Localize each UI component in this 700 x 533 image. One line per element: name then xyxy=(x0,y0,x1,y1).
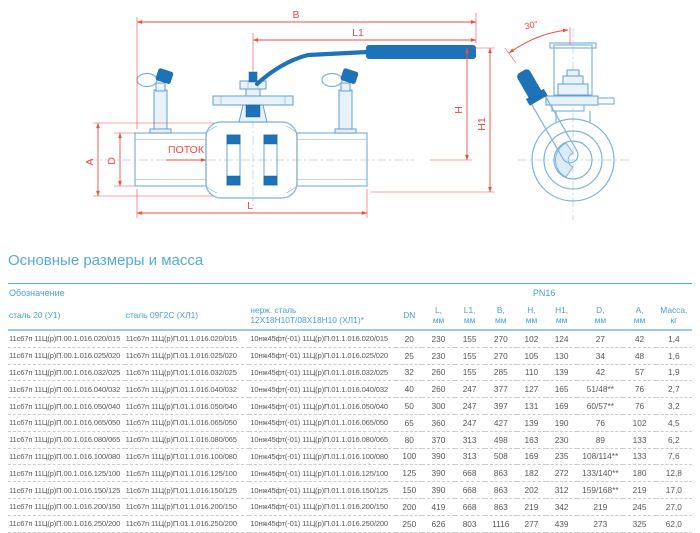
value-cell: 397 xyxy=(493,401,508,412)
value-cell: 124 xyxy=(554,333,569,344)
valve-end-view xyxy=(513,28,630,220)
designation-cell: 11с67п 11Ц(р)П.00.1.016.065/050 xyxy=(9,418,121,428)
value-cell: 130 xyxy=(554,350,569,361)
designation-cell: 11с67п 11Ц(р)П.01.1.016.250/200 xyxy=(125,519,237,529)
value-cell: 17,0 xyxy=(665,485,682,496)
valve-drawing-svg xyxy=(0,0,700,250)
dimensions-table-body xyxy=(8,330,692,532)
vent-valve-right xyxy=(322,68,358,133)
value-cell: 76 xyxy=(634,384,645,395)
table-row xyxy=(8,347,692,364)
designation-cell: 11с67п 11Ц(р)П.00.1.016.200/150 xyxy=(9,502,121,512)
value-cell: 50 xyxy=(404,401,414,412)
value-cell: 139 xyxy=(524,417,539,428)
designation-cell: 10нж45фт(-01) 11Ц(р)П.01.1.016.250/200 xyxy=(250,519,388,529)
value-cell: 863 xyxy=(493,501,508,512)
column-header-stainless xyxy=(249,301,396,330)
end-gland-plate xyxy=(546,96,598,105)
value-cell: 247 xyxy=(462,417,477,428)
value-cell: 48 xyxy=(634,350,645,361)
table-row xyxy=(8,330,692,347)
value-cell: 668 xyxy=(462,501,477,512)
angle-arc-30 xyxy=(509,30,568,53)
value-cell: 131 xyxy=(524,401,539,412)
value-cell: 219 xyxy=(593,501,608,512)
value-cell: 159/168** xyxy=(582,485,619,496)
dim-label-h: H xyxy=(453,106,465,114)
designation-cell: 10нж45фт(-01) 11Ц(р)П.01.1.016.020/015 xyxy=(250,334,388,344)
designation-cell: 11с67п 11Ц(р)П.01.1.016.065/050 xyxy=(125,418,237,428)
handle-grip xyxy=(366,45,476,59)
column-header-l: L, мм xyxy=(422,301,454,330)
designation-cell: 11с67п 11Ц(р)П.01.1.016.025/020 xyxy=(125,351,237,361)
designation-cell: 11с67п 11Ц(р)П.01.1.016.020/015 xyxy=(125,334,237,344)
value-cell: 272 xyxy=(554,468,569,479)
designation-cell: 11с67п 11Ц(р)П.01.1.016.200/150 xyxy=(125,502,237,512)
designation-cell: 10нж45фт(-01) 11Ц(р)П.01.1.016.032/025 xyxy=(250,367,388,377)
value-cell: 180 xyxy=(632,468,647,479)
value-cell: 260 xyxy=(431,384,446,395)
column-header-h1: H1, мм xyxy=(546,301,577,330)
dim-label-a: A xyxy=(84,158,96,166)
value-cell: 60/57** xyxy=(586,401,614,412)
stem-top xyxy=(249,72,257,82)
value-cell: 1,9 xyxy=(668,367,680,378)
value-cell: 668 xyxy=(462,485,477,496)
value-cell: 155 xyxy=(462,333,477,344)
column-header-dn: DN xyxy=(396,301,422,330)
column-header-steel20: сталь 20 (У1) xyxy=(8,301,125,330)
value-cell: 7,6 xyxy=(668,451,680,462)
table-row xyxy=(8,465,692,482)
value-cell: 285 xyxy=(493,367,508,378)
value-cell: 12,8 xyxy=(665,468,682,479)
table-row xyxy=(8,381,692,398)
value-cell: 57 xyxy=(634,367,645,378)
designation-cell: 11с67п 11Ц(р)П.00.1.016.100/080 xyxy=(9,451,121,461)
value-cell: 25 xyxy=(404,350,414,361)
column-header-mass: Масса, кг xyxy=(656,301,692,330)
value-cell: 247 xyxy=(462,384,477,395)
value-cell: 247 xyxy=(462,401,477,412)
dimensions-table xyxy=(8,283,692,533)
designation-cell: 11с67п 11Ц(р)П.01.1.016.050/040 xyxy=(125,401,237,411)
designation-cell: 10нж45фт(-01) 11Ц(р)П.01.1.016.200/150 xyxy=(250,502,388,512)
right-pipe xyxy=(297,133,367,186)
designation-cell: 10нж45фт(-01) 11Ц(р)П.01.1.016.150/125 xyxy=(250,485,388,495)
table-row xyxy=(8,515,692,532)
dim-label-b: B xyxy=(292,9,300,21)
value-cell: 803 xyxy=(462,518,477,529)
technical-drawing xyxy=(0,0,700,250)
designation-cell: 11с67п 11Ц(р)П.00.1.016.040/032 xyxy=(9,384,121,394)
value-cell: 1,4 xyxy=(668,333,680,344)
value-cell: 390 xyxy=(431,468,446,479)
value-cell: 3,2 xyxy=(668,401,680,412)
value-cell: 102 xyxy=(524,333,539,344)
designation-cell: 11с67п 11Ц(р)П.01.1.016.125/100 xyxy=(125,468,237,478)
value-cell: 169 xyxy=(524,451,539,462)
value-cell: 51/48** xyxy=(586,384,614,395)
value-cell: 2,7 xyxy=(668,384,680,395)
value-cell: 390 xyxy=(431,485,446,496)
table-row xyxy=(8,498,692,515)
value-cell: 102 xyxy=(632,417,647,428)
value-cell: 165 xyxy=(554,384,569,395)
value-cell: 250 xyxy=(402,518,417,529)
value-cell: 230 xyxy=(431,333,446,344)
value-cell: 20 xyxy=(404,333,414,344)
column-header-steel09g2s: сталь 09Г2С (ХЛ1) xyxy=(125,301,250,330)
dim-label-l: L xyxy=(247,200,253,212)
table-row xyxy=(8,448,692,465)
value-cell: 273 xyxy=(593,518,608,529)
value-cell: 6,2 xyxy=(668,434,680,445)
value-cell: 155 xyxy=(462,350,477,361)
value-cell: 76 xyxy=(595,417,605,428)
value-cell: 277 xyxy=(524,518,539,529)
value-cell: 150 xyxy=(402,485,417,496)
designation-cell: 11с67п 11Ц(р)П.00.1.016.020/015 xyxy=(9,334,121,344)
dim-label-d: D xyxy=(106,157,118,165)
value-cell: 200 xyxy=(402,501,417,512)
value-cell: 80 xyxy=(404,434,414,445)
value-cell: 202 xyxy=(524,485,539,496)
value-cell: 270 xyxy=(493,350,508,361)
table-row xyxy=(8,482,692,499)
value-cell: 498 xyxy=(493,434,508,445)
value-cell: 133 xyxy=(632,451,647,462)
value-cell: 40 xyxy=(404,384,414,395)
value-cell: 439 xyxy=(554,518,569,529)
value-cell: 360 xyxy=(431,417,446,428)
value-cell: 182 xyxy=(524,468,539,479)
value-cell: 390 xyxy=(431,451,446,462)
value-cell: 260 xyxy=(431,367,446,378)
value-cell: 1116 xyxy=(492,518,510,529)
value-cell: 370 xyxy=(431,434,446,445)
section-title: Основные размеры и масса xyxy=(8,252,204,269)
value-cell: 313 xyxy=(462,434,477,445)
value-cell: 270 xyxy=(493,333,508,344)
gland-plate xyxy=(213,96,293,105)
value-cell: 155 xyxy=(462,367,477,378)
value-cell: 219 xyxy=(632,485,647,496)
column-header-l1: L1, мм xyxy=(455,301,485,330)
value-cell: 89 xyxy=(595,434,605,445)
value-cell: 300 xyxy=(431,401,446,412)
value-cell: 313 xyxy=(462,451,477,462)
value-cell: 62,0 xyxy=(665,518,682,529)
value-cell: 125 xyxy=(402,468,417,479)
designation-cell: 10нж45фт(-01) 11Ц(р)П.01.1.016.025/020 xyxy=(250,351,388,361)
value-cell: 65 xyxy=(404,417,414,428)
designation-cell: 10нж45фт(-01) 11Ц(р)П.01.1.016.080/065 xyxy=(250,435,388,445)
value-cell: 163 xyxy=(524,434,539,445)
value-cell: 108/114** xyxy=(582,451,619,462)
column-header-h: H, мм xyxy=(517,301,546,330)
dim-label-h1: H1 xyxy=(476,117,488,131)
value-cell: 100 xyxy=(402,451,417,462)
designation-cell: 10нж45фт(-01) 11Ц(р)П.01.1.016.040/032 xyxy=(250,384,388,394)
value-cell: 325 xyxy=(632,518,647,529)
value-cell: 4,5 xyxy=(668,417,680,428)
valve-side-view xyxy=(88,45,476,206)
designation-cell: 11с67п 11Ц(р)П.00.1.016.250/200 xyxy=(9,519,121,529)
dim-label-l1: L1 xyxy=(352,27,364,39)
value-cell: 508 xyxy=(493,451,508,462)
value-cell: 105 xyxy=(524,350,539,361)
value-cell: 342 xyxy=(554,501,569,512)
value-cell: 133/140** xyxy=(582,468,619,479)
value-cell: 427 xyxy=(493,417,508,428)
value-cell: 419 xyxy=(431,501,446,512)
value-cell: 27,0 xyxy=(665,501,682,512)
designation-cell: 11с67п 11Ц(р)П.00.1.016.150/125 xyxy=(9,485,121,495)
value-cell: 626 xyxy=(431,518,446,529)
designation-cell: 10нж45фт(-01) 11Ц(р)П.01.1.016.125/100 xyxy=(250,468,388,478)
designation-cell: 11с67п 11Ц(р)П.00.1.016.080/065 xyxy=(9,435,121,445)
designation-cell: 10нж45фт(-01) 11Ц(р)П.01.1.016.050/040 xyxy=(250,401,388,411)
value-cell: 139 xyxy=(554,367,569,378)
value-cell: 377 xyxy=(493,384,508,395)
value-cell: 110 xyxy=(524,367,539,378)
designation-cell: 11с67п 11Ц(р)П.01.1.016.100/080 xyxy=(125,451,237,461)
column-header-b: B, мм xyxy=(485,301,517,330)
designation-cell: 11с67п 11Ц(р)П.00.1.016.025/020 xyxy=(9,351,121,361)
value-cell: 190 xyxy=(554,417,569,428)
value-cell: 27 xyxy=(595,333,605,344)
designation-cell: 11с67п 11Ц(р)П.01.1.016.032/025 xyxy=(125,367,237,377)
table-row xyxy=(8,398,692,415)
table-row xyxy=(8,364,692,381)
value-cell: 169 xyxy=(554,401,569,412)
stainless-line1: нерж. сталь xyxy=(250,304,297,315)
flow-label: ПОТОК xyxy=(168,144,204,156)
designation-cell: 10нж45фт(-01) 11Ц(р)П.01.1.016.100/080 xyxy=(250,451,388,461)
column-header-d: D, мм xyxy=(577,301,623,330)
designation-cell: 10нж45фт(-01) 11Ц(р)П.01.1.016.065/050 xyxy=(250,418,388,428)
value-cell: 42 xyxy=(634,333,645,344)
left-pipe xyxy=(135,133,206,186)
stainless-line2: 12Х18Н10Т/08Х18Н10 (ХЛ1)* xyxy=(250,315,364,325)
value-cell: 42 xyxy=(595,367,605,378)
designation-header: Обозначение xyxy=(9,287,65,298)
value-cell: 1,6 xyxy=(668,350,680,361)
angle-label-30: 30° xyxy=(523,18,540,32)
value-cell: 863 xyxy=(493,485,508,496)
value-cell: 245 xyxy=(632,501,647,512)
value-cell: 76 xyxy=(634,401,645,412)
value-cell: 235 xyxy=(554,451,569,462)
value-cell: 863 xyxy=(493,468,508,479)
packing-nut xyxy=(246,105,260,117)
table-row xyxy=(8,414,692,431)
designation-cell: 11с67п 11Ц(р)П.01.1.016.150/125 xyxy=(125,485,237,495)
value-cell: 127 xyxy=(524,384,539,395)
table-row xyxy=(8,431,692,448)
value-cell: 34 xyxy=(595,350,605,361)
designation-cell: 11с67п 11Ц(р)П.00.1.016.125/100 xyxy=(9,468,121,478)
column-header-a: A, мм xyxy=(623,301,655,330)
designation-cell: 11с67п 11Ц(р)П.01.1.016.040/032 xyxy=(125,384,237,394)
designation-cell: 11с67п 11Ц(р)П.00.1.016.032/025 xyxy=(9,367,121,377)
value-cell: 668 xyxy=(462,468,477,479)
value-cell: 32 xyxy=(404,367,414,378)
value-cell: 219 xyxy=(524,501,539,512)
designation-cell: 11с67п 11Ц(р)П.01.1.016.080/065 xyxy=(125,435,237,445)
value-cell: 230 xyxy=(554,434,569,445)
designation-cell: 11с67п 11Ц(р)П.00.1.016.050/040 xyxy=(9,401,121,411)
value-cell: 133 xyxy=(632,434,647,445)
value-cell: 312 xyxy=(554,485,569,496)
pn-header: PN16 xyxy=(532,287,556,298)
value-cell: 230 xyxy=(431,350,446,361)
